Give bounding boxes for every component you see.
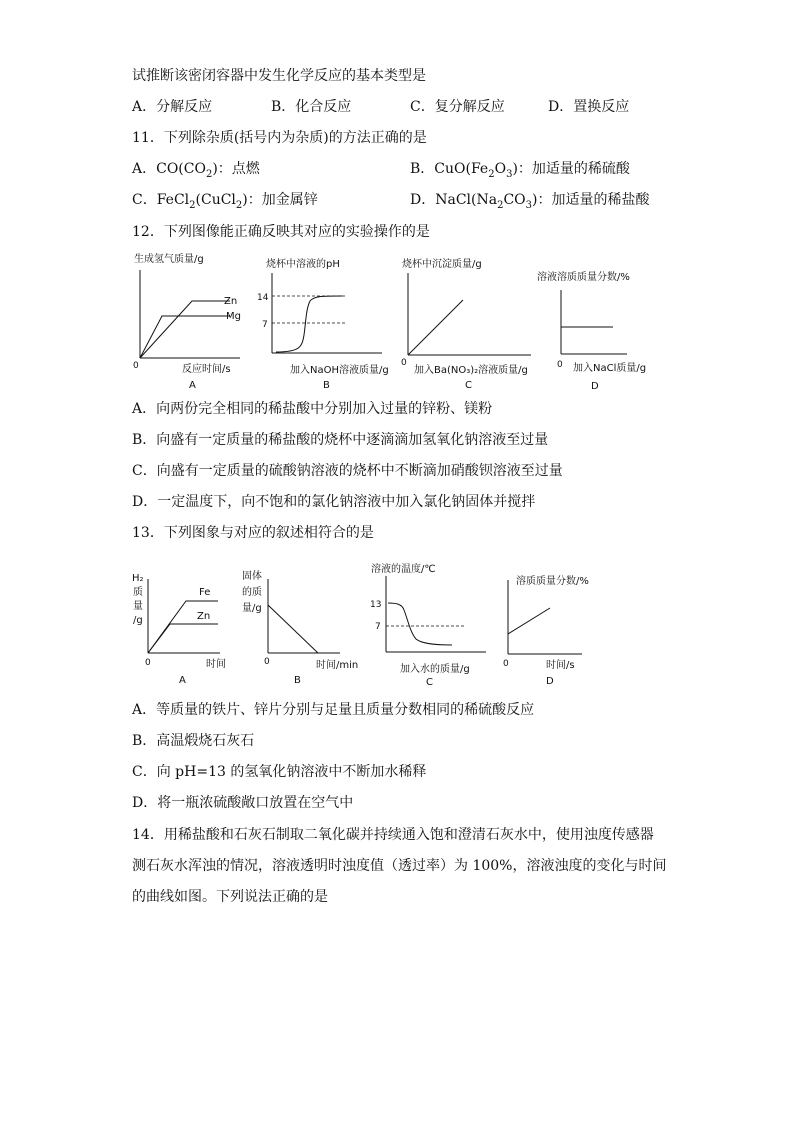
q13-option-d: D．将一瓶浓硫酸敞口放置在空气中 <box>132 795 354 811</box>
q12d-ylabel: 溶液溶质质量分数/% <box>537 272 630 283</box>
q13d-xlabel: 时间/s <box>546 660 575 671</box>
q12b-tick-14: 14 <box>257 293 269 303</box>
q13a-origin: 0 <box>145 658 151 668</box>
q12d-origin: 0 <box>557 360 563 370</box>
q13d-ylabel: 溶质质量分数/% <box>516 576 589 587</box>
q12c-letter: C <box>465 380 472 391</box>
q13c-tick-13: 13 <box>370 600 382 610</box>
q12a-xlabel: 反应时间/s <box>182 364 231 375</box>
q12a-letter: A <box>189 380 196 391</box>
q12a-origin: 0 <box>133 361 139 371</box>
q13-chart-c <box>366 560 491 690</box>
q13a-fe-curve <box>148 601 218 653</box>
q12-option-c: C．向盛有一定质量的硫酸钠溶液的烧杯中不断滴加硝酸钡溶液至过量 <box>132 463 563 479</box>
q11-option-b: B．$CuO(Fe_2O_3)$：加适量的稀硫酸 <box>410 161 630 180</box>
q13b-ylabel-3: 量/g <box>242 603 262 614</box>
q13-chart-a <box>128 565 233 690</box>
q13b-letter: B <box>294 675 301 686</box>
q13-chart-b <box>238 565 368 690</box>
q12c-xlabel: 加入Ba(NO₃)₂溶液质量/g <box>414 365 528 376</box>
q12-option-a: A．向两份完全相同的稀盐酸中分别加入过量的锌粉、镁粉 <box>132 401 493 417</box>
q12a-mg-curve <box>140 316 230 358</box>
q13-option-c: C．向 pH=13 的氢氧化钠溶液中不断加水稀释 <box>132 764 427 780</box>
q14-line-2: 测石灰水浑浊的情况，溶液透明时浊度值（透过率）为 100%，溶液浊度的变化与时间 <box>132 858 667 874</box>
q13c-xlabel: 加入水的质量/g <box>400 664 470 675</box>
q11-option-d: D．$NaCl(Na_2CO_3)$：加适量的稀盐酸 <box>410 192 650 211</box>
q13b-solid-mass-line <box>268 605 318 653</box>
q12d-letter: D <box>591 381 599 392</box>
q12-chart-a <box>130 250 250 395</box>
q12a-series-mg: Mg <box>226 311 241 322</box>
q12-chart-d <box>535 268 660 395</box>
q13d-fraction-line <box>508 608 550 634</box>
q13a-series-fe: Fe <box>199 587 211 598</box>
q13a-series-zn: Zn <box>197 611 211 622</box>
q13-option-b: B．高温煅烧石灰石 <box>132 733 255 749</box>
q12-stem: 12．下列图像能正确反映其对应的实验操作的是 <box>132 224 430 240</box>
q12a-ylabel: 生成氢气质量/g <box>134 254 204 265</box>
q14-line-1: 14．用稀盐酸和石灰石制取二氧化碳并持续通入饱和澄清石灰水中，使用浊度传感器 <box>132 827 654 843</box>
q13b-ylabel-1: 固体 <box>242 571 262 582</box>
q13-option-a: A．等质量的铁片、锌片分别与足量且质量分数相同的稀硫酸反应 <box>132 702 535 718</box>
q14-line-3: 的曲线如图。下列说法正确的是 <box>132 889 328 905</box>
q12a-zn-curve <box>140 301 230 358</box>
q12c-ylabel: 烧杯中沉淀质量/g <box>402 259 482 270</box>
q13a-ylabel-1: H₂ <box>132 573 144 584</box>
q13a-letter: A <box>179 675 186 686</box>
q13a-ylabel-4: /g <box>133 615 143 626</box>
q12-option-b: B．向盛有一定质量的稀盐酸的烧杯中逐滴滴加氢氧化钠溶液至过量 <box>132 432 549 448</box>
q12c-precipitate-line <box>408 300 463 355</box>
q13d-letter: D <box>546 676 554 687</box>
q12-option-d: D．一定温度下，向不饱和的氯化钠溶液中加入氯化钠固体并搅拌 <box>132 494 536 510</box>
q11-stem: 11．下列除杂质(括号内为杂质)的方法正确的是 <box>132 130 427 146</box>
q12b-tick-7: 7 <box>262 320 268 330</box>
q11-option-c: C．FeCl$_2$(CuCl$_2$)：加金属锌 <box>132 192 318 211</box>
q10-option-c: C．复分解反应 <box>410 99 505 115</box>
q13b-xlabel: 时间/min <box>316 660 359 671</box>
q13c-tick-7: 7 <box>375 622 381 632</box>
q13b-ylabel-2: 的质 <box>242 587 262 598</box>
q13a-ylabel-3: 量 <box>133 601 143 612</box>
q13a-zn-curve <box>148 624 218 653</box>
q12-chart-c <box>396 255 536 395</box>
q13b-origin: 0 <box>264 657 270 667</box>
q13-chart-d <box>496 570 606 690</box>
q12d-xlabel: 加入NaCl质量/g <box>573 363 647 374</box>
q13-stem: 13．下列图象与对应的叙述相符合的是 <box>132 525 374 541</box>
q12-chart-b <box>257 255 389 395</box>
q13c-letter: C <box>426 677 433 688</box>
q10-option-a: A．分解反应 <box>132 99 213 115</box>
q12b-ylabel: 烧杯中溶液的pH <box>266 259 340 270</box>
q13a-ylabel-2: 质 <box>133 587 143 598</box>
q11-option-a: A．$CO(CO_2)$：点燃 <box>132 161 260 180</box>
q13a-xlabel: 时间 <box>206 659 226 670</box>
q10-option-b: B．化合反应 <box>271 99 352 115</box>
q12b-xlabel: 加入NaOH溶液质量/g <box>290 365 389 376</box>
q13c-ylabel: 溶液的温度/℃ <box>371 564 436 575</box>
q10-stem: 试推断该密闭容器中发生化学反应的基本类型是 <box>132 68 426 84</box>
q13d-origin: 0 <box>503 659 509 669</box>
q12a-series-zn: Zn <box>224 296 238 307</box>
q12c-origin: 0 <box>401 358 407 368</box>
q12b-ph-curve <box>276 296 342 352</box>
q10-option-d: D．置换反应 <box>548 99 630 115</box>
q12b-letter: B <box>323 380 330 391</box>
q13c-temp-curve <box>388 603 452 645</box>
